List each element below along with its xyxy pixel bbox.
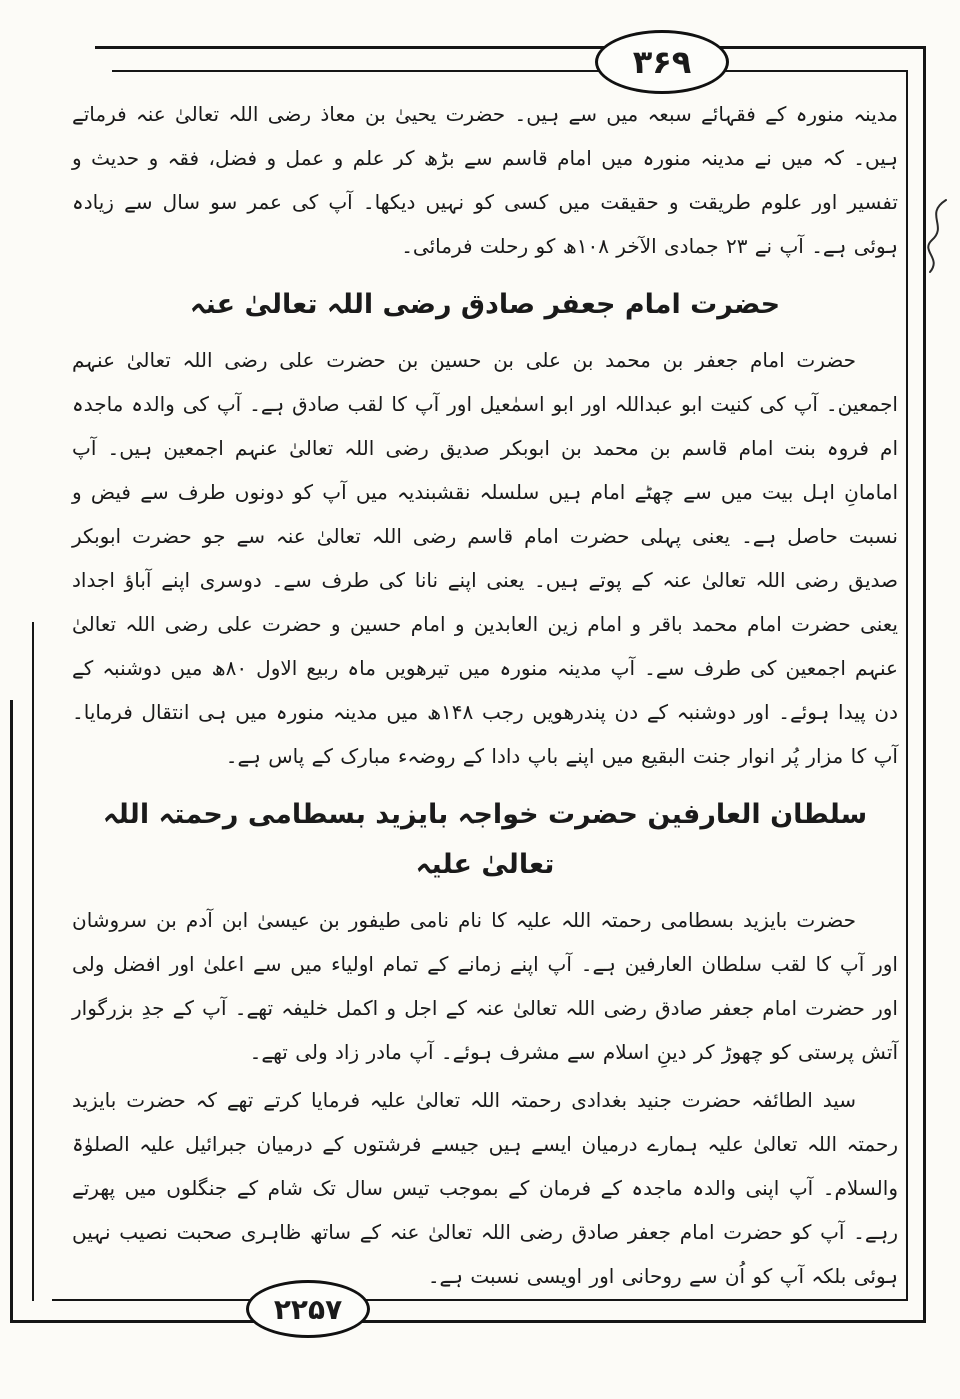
page-content [72,92,898,1302]
page-number-top: ۳۶۹ [632,43,692,81]
border-left-outer [10,700,13,1323]
page-number-bottom: ۲۲۵۷ [273,1292,343,1326]
page-number-top-cartouche [595,30,729,94]
heading-imam-jafar-sadiq: حضرت امام جعفر صادق رضی اللہ تعالیٰ عنہ [189,289,781,320]
paragraph-imam-jafar-sadiq-biography: حضرت امام جعفر بن محمد بن علی بن حسین بن حضرت علی رضی اللہ تعالیٰ عنہم اجمعین۔ آپ کی کنیت ابو عبداللہ اور ابو اسمٰعیل اور آپ کا لقب صادق ہے۔ آپ کی والدہ ماجدہ ام فروہ بنت امام قاسم بن محمد بن ابوبکر صدیق رضی اللہ تعالیٰ عنہم اجمعین ہیں۔ آپ امامانِ اہل بیت میں سے چھٹے امام ہیں سلسلہ نقشبندیہ میں آپ کو دونوں طرف سے فیض و نسبت حاصل ہے۔ یعنی پہلی حضرت امام قاسم رضی اللہ تعالیٰ عنہ سے جو حضرت ابوبکر صدیق رضی اللہ تعالیٰ عنہ کے پوتے ہیں۔ یعنی اپنے نانا کی طرف سے۔ دوسری اپنے آباؤ اجداد یعنی حضرت امام محمد باقر و امام زین العابدین و امام حسین و حضرت علی رضی اللہ تعالیٰ عنہم اجمعین کی طرف سے۔ آپ مدینہ منورہ میں تیرھویں ماہ ربیع الاول ۸۰ھ میں دوشنبہ کے دن پیدا ہوئے۔ اور دوشنبہ کے دن پندرھویں رجب ۱۴۸ھ میں مدینہ منورہ میں ہی انتقال فرمایا۔ آپ کا مزار پُر انوار جنت البقیع میں اپنے باپ دادا کے روضہء مبارک کے پاس ہے۔ [72,348,898,768]
page-number-bottom-cartouche [246,1280,370,1338]
border-right-inner [906,70,908,1301]
paragraph-imam-qasim-continuation: مدینہ منورہ کے فقہائے سبعہ میں سے ہیں۔ حضرت یحییٰ بن معاذ رضی اللہ تعالیٰ عنہ فرماتے ہیں۔ کہ میں نے مدینہ منورہ میں امام قاسم سے بڑھ کر علم و عمل و فضل، فقہ و حدیث و تفسیر اور علوم طریقت و حقیقت میں کسی کو نہیں دیکھا۔ آپ کی عمر سو سال سے زیادہ ہوئی ہے۔ آپ نے ۲۳ جمادی الآخر ۱۰۸ھ کو رحلت فرمائی۔ [72,102,898,258]
border-bottom-outer [10,1320,926,1323]
border-top-outer [95,46,926,49]
paragraph-bayazid-bastami-intro: حضرت بایزید بسطامی رحمتہ اللہ علیہ کا نام نامی طیفور بن عیسیٰ ابن آدم بن سروشان اور آپ کا لقب سلطان العارفین ہے۔ آپ اپنے زمانے کے تمام اولیاء میں سے اعلیٰ اور افضل ولی اور حضرت امام جعفر صادق رضی اللہ تعالیٰ عنہ کے اجل و اکمل خلیفہ تھے۔ آپ کے جدِ بزرگوار آتش پرستی کو چھوڑ کر دینِ اسلام سے مشرف ہوئے۔ آپ مادر زاد ولی تھے۔ [72,908,898,1064]
heading-bayazid-bastami: سلطان العارفین حضرت خواجہ بایزید بسطامی رحمتہ اللہ تعالیٰ علیہ [102,799,868,880]
pen-mark [912,196,954,276]
border-left-inner [32,622,34,1301]
border-top-inner [112,70,908,72]
paragraph-junaid-baghdadi-quote: سید الطائفہ حضرت جنید بغدادی رحمتہ اللہ تعالیٰ علیہ فرمایا کرتے تھے کہ حضرت بایزید رحمتہ اللہ تعالیٰ علیہ ہمارے درمیان ایسے ہیں جیسے فرشتوں کے درمیان جبرائیل علیہ الصلوٰۃ والسلام۔ آپ اپنی والدہ ماجدہ کے فرمان کے بموجب تیس سال تک شام کے جنگلوں میں پھرتے رہے۔ آپ کو حضرت امام جعفر صادق رضی اللہ تعالیٰ عنہ کے ساتھ ظاہری صحبت نصیب نہیں ہوئی بلکہ آپ کو اُن سے روحانی اور اویسی نسبت ہے۔ [72,1088,898,1288]
